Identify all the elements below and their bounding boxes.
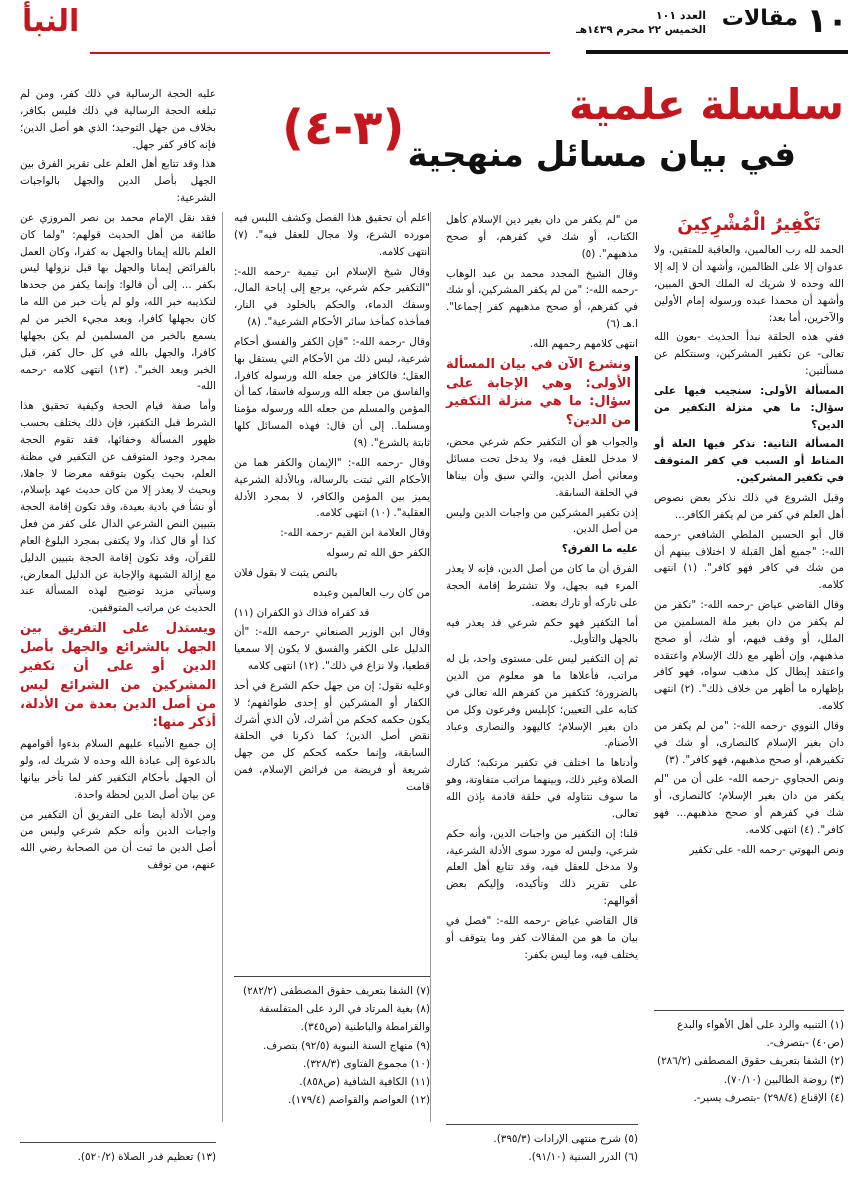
column-2 <box>446 212 638 966</box>
question-1: المسألة الأولى: سنجيب فيها على سؤال: ما هي منزلة التكفير من الدين؟ <box>654 384 844 431</box>
footnote: (١١) الكافية الشافية (ص٨٥٨). <box>299 1076 430 1089</box>
poem-verse: قد كفراه فذاك ذو الكفران (١١) <box>234 606 370 619</box>
paragraph: ومن الأدلة أيضا على التفريق أن التكفير من واجبات الدين وأنه حكم شرعي وليس من أصل الدين ما ثبت أن من الصحابة رضي الله عنهم، من توقف <box>20 808 216 872</box>
header-red-rule <box>90 52 550 54</box>
paragraph: الفرق أن ما كان من أصل الدين، فإنه لا يعذر المرء فيه بجهل، ولا تشترط إقامة الحجة على تاركه أو تارك بعضه. <box>446 563 638 609</box>
footnote: (٣) روضة الطالبين (٧٠/١٠). <box>723 1073 844 1086</box>
part-number: (٣-٤) <box>282 100 405 156</box>
paragraph: فقد نقل الإمام محمد بن نصر المروزي عن طائفة من أهل الحديث قولهم: "ولما كان العلم بالله إيمانا والجهل به كفرا، وكان العمل بالفرائض إيمانا والجهل بها قبل نزولها ليس بكفر ... إلى أن قالوا: وإنما يكفر من جحدها لتكذيبه خبر الله، ولو لم يأت خبر من الله ما كان بجهلها كافرا، وبعد مجيء الخبر من لم يسمع بالخبر من المسلمين لم يكن بجهلها كافرا، والجهل بالله في كل حال كفر، قبل الخبر وبعد الخبر". (١٣) انتهى كلامه -رحمه الله- <box>20 211 216 393</box>
issue-date: الخميس ٢٢ محرم ١٤٣٩هـ <box>576 24 706 36</box>
section-heading-red: ويستدل على التفريق بين الجهل بالشرائع والجهل بأصل الدين أو على أن تكفير المشركين من الشرائع ليس من أصل الدين بعدة من الأدلة، أذكر منها: <box>20 621 216 731</box>
question: عليه ما الفرق؟ <box>561 543 638 556</box>
paragraph: وقبل الشروع في ذلك نذكر بعض نصوص أهل العلم في كفر من لم يكفر الكافر... <box>654 491 844 521</box>
article-subtitle: في بيان مسائل منهجية <box>407 135 796 175</box>
footnote: (٥) شرح منتهى الإرادات (٣٩٥/٣). <box>493 1133 638 1145</box>
poem-verse: من كان رب العالمين وعبده <box>313 586 430 599</box>
poem-verse: الكفر حق الله ثم رسوله <box>326 547 430 560</box>
footnote-rule <box>234 976 430 977</box>
column-1 <box>654 210 844 862</box>
footnote-rule <box>446 1124 638 1125</box>
footnote: (٢) الشفا بتعريف حقوق المصطفى (٢٨٦/٢) <box>657 1055 844 1068</box>
paragraph: وقال النووي -رحمه الله-: "من لم يكفر من دان بغير الإسلام كالنصارى، أو شك في تكفيرهم، أو صحح مذهبهم، فهو كافر". (٣) <box>654 719 844 766</box>
column-divider <box>222 212 223 1122</box>
section-heading: تَكْفِيرُ الْمُشْرِكِينَ <box>677 214 821 235</box>
paragraph: قال القاضي عياض -رحمه الله-: "فصل في بيان ما هو من المقالات كفر وما يتوقف أو يختلف فيه، وما ليس بكفر: <box>446 914 638 961</box>
footnote: (٦) الدرر السنية (٩١/١٠). <box>528 1151 638 1164</box>
column-divider <box>430 212 431 1122</box>
paragraph: وقال ابن الوزير الصنعاني -رحمه الله-: "أن الدليل على الكفر والفسق لا يكون إلا سمعيا قطعيا، ولا نزاع في ذلك". (١٢) انتهى كلامه <box>234 626 430 673</box>
paragraph: إن جميع الأنبياء عليهم السلام بدءوا أقوامهم بالدعوة إلى عبادة الله وحده لا شريك له، ولو أن الجهل بأحكام التكفير كفر لما تأخر بيانها عن بيان أصل الدين لحظة واحدة. <box>20 738 216 801</box>
paragraph: أما التكفير فهو حكم شرعي قد يعذر فيه بالجهل والتأويل. <box>446 616 638 646</box>
paragraph: وقال -رحمه الله-: "الإيمان والكفر هما من الأحكام التي ثبتت بالرسالة، وبالأدلة الشرعية يميز بين المؤمن والكافر، لا بمجرد الأدلة العقلية". (١٠) انتهى كلامه. <box>234 456 430 520</box>
question-2: المسألة الثانية: نذكر فيها العلة أو المناط أو السبب في كفر المتوقف في تكفير المشركين. <box>654 438 844 485</box>
section-heading-red: ونشرع الآن في بيان المسألة الأولى: وهي الإجابة على سؤال: ما هي منزلة التكفير من الدين؟ <box>446 356 638 431</box>
article-title: سلسلة علمية <box>568 80 844 129</box>
column-4 <box>20 86 216 877</box>
footnote: (١٠) مجموع الفتاوى (٣٢٨/٣). <box>302 1057 430 1070</box>
column-3 <box>234 210 430 799</box>
paragraph: وأما صفة قيام الحجة وكيفية تحقيق هذا الشرط قبل التكفير، فإن ذلك يختلف بحسب ظهور المسألة وخفائها، فقد تقوم الحجة بمجرد وجود المتوقف عن التكفير في مظنة العلم، بحيث يكون بتوقفه معرضا لا جاهلا، وبحيث لا يعذر إلا من كان حديث عهد بإسلام، أو نشأ في بادية بعيدة، وقد تكون إقامة الحجة بتبيين النص الشرعي الدال على كفر من فعل كذا أو قال كذا، ولا يكتفى بمجرد البلوغ العام للقرآن، وقد تكون إقامة الحجة بتبيين الدليل مع إزالة الشبهة والإجابة عن الدليل المعارض، وسيأتي مزيد توضيح لهذه المسألة عند الحديث عن مراتب المتوقفين. <box>20 400 216 615</box>
paragraph: قلنا: إن التكفير من واجبات الدين، وأنه حكم شرعي، وليس له مورد سوى الأدلة الشرعية، ولا مدخل للعقل فيه، وقد تتابع أهل العلم على تقرير ذلك وتأكيده، وإليكم بعض أقوالهم: <box>446 827 638 908</box>
page-header <box>0 0 866 64</box>
paragraph: وأدناها ما اختلف في تكفير مرتكبه؛ كتارك الصلاة وغير ذلك، وبينهما مراتب متفاوتة، وهو ما سوف نتناوله في حلقة قادمة بإذن الله تعالى. <box>446 757 638 820</box>
footnote-rule <box>654 1010 844 1011</box>
footnotes-column-1 <box>654 1016 844 1107</box>
paragraph: انتهى كلامهم رحمهم الله. <box>529 337 638 350</box>
footnote: (٧) الشفا بتعريف حقوق المصطفى (٢٨٢/٢) <box>243 985 430 997</box>
footnotes-column-3 <box>234 982 430 1109</box>
paragraph: اعلم أن تحقيق هذا الفصل وكشف اللبس فيه مورده الشرع، ولا مجال للعقل فيه". (٧) انتهى كلامه. <box>234 212 430 258</box>
issue-number: العدد ١٠١ <box>655 9 706 22</box>
section-title: مقالات <box>721 6 798 31</box>
paragraph: ونص البهوتي -رحمه الله- على تكفير <box>689 843 844 856</box>
paragraph: والجواب هو أن التكفير حكم شرعي محض، لا مدخل للعقل فيه، ولا يدخل تحت مسائل ومعاني أصل الدين، والتي سبق وأن بيناها في الحلقة السابقة. <box>446 436 638 499</box>
paragraph: ففي هذه الحلقة نبدأ الحديث -بعون الله تعالى- عن تكفير المشركين، وسنتكلم عن مسألتين: <box>654 331 844 378</box>
footnote: (٤) الإقناع (٢٩٨/٤) -بتصرف يسير-. <box>693 1091 844 1104</box>
paragraph: إذن تكفير المشركين من واجبات الدين وليس من أصل الدين. <box>446 506 638 536</box>
paragraph: وقال شيخ الإسلام ابن تيمية -رحمه الله-: "التكفير حكم شرعي، يرجع إلى إباحة المال، وسفك الدماء، والحكم بالخلود في النار، فمأخذه كمأخذ سائر الأحكام الشرعية". (٨) <box>234 265 430 329</box>
footnotes-column-4 <box>20 1148 216 1166</box>
paragraph: قال أبو الحسين الملطي الشافعي -رحمه الله-: "جميع أهل القبلة لا اختلاف بينهم أن من شك في كافر فهو كافر". (١) انتهى كلامه. <box>654 528 844 592</box>
paragraph: الحمد لله رب العالمين، والعاقبة للمتقين، ولا عدوان إلا على الظالمين، وأشهد أن لا إله إلا الله وحده لا شريك له الملك الحق المبين، وأشهد أن محمدا عبده ورسوله إمام الأولين والآخرين، أما بعد: <box>654 244 844 324</box>
footnotes-column-2 <box>446 1130 638 1166</box>
footnote: (٨) بغية المرتاد في الرد على المتفلسفة والقرامطة والباطنية (ص٣٤٥). <box>259 1003 430 1034</box>
paragraph: وقال العلامة ابن القيم -رحمه الله-: <box>280 527 430 540</box>
paragraph: ونص الحجاوي -رحمه الله- على أن من "لم يكفر من دان بغير الإسلام؛ كالنصارى، أو شك في كفرهم أو صحح مذهبهم... فهو كافر". (٤) انتهى كلامه. <box>654 773 844 836</box>
paragraph: هذا وقد تتابع أهل العلم على تقرير الفرق بين الجهل بأصل الدين والجهل بالواجبات الشرعية: <box>20 158 216 205</box>
footnote: (٩) منهاج السنة النبوية (٩٢/٥) بتصرف. <box>263 1039 430 1052</box>
footnote: (١٢) العواصم والقواصم (١٧٩/٤). <box>288 1094 430 1107</box>
newspaper-logo: النبأ <box>22 4 80 39</box>
page-number: ١٠ <box>806 1 848 41</box>
paragraph: عليه الحجة الرسالية في ذلك كفر، ومن لم تبلغه الحجة الرسالية في ذلك فليس بكافر، بخلاف من جهل التوحيد؛ الذي هو أصل الدين؛ فإنه كافر كفر جهل. <box>20 88 216 151</box>
poem-verse: بالنص يثبت لا بقول فلان <box>234 566 338 579</box>
paragraph: ثم إن التكفير ليس على مستوى واحد، بل له مراتب، فأعلاها ما هو معلوم من الدين بالضرورة؛ كتكفير من كفرهم الله تعالى في كتابه على التعيين؛ كإبليس وفرعون وكل من دان بغير الإسلام؛ كاليهود والنصارى وعباد الأصنام. <box>446 653 638 750</box>
paragraph: وعليه نقول: إن من جهل حكم الشرع في أحد الكفار أو المشركين أو إحدى طوائفهم؛ لا يكون حكمه كحكم من أشرك، لأن الذي أشرك نقض أصل الدين؛ كما ذكرنا في الحلقة السابقة، وإنما حكمه كحكم كل من جهل شريعة أو فريضة من فرائض الإسلام، فمن قامت <box>234 679 430 793</box>
header-rule <box>586 50 848 54</box>
footnote-rule <box>20 1142 216 1143</box>
paragraph: وقال الشيخ المجدد محمد بن عبد الوهاب -رحمه الله-: "من لم يكفر المشركين، أو شك في كفرهم، أو صحح مذهبهم كفر إجماعا". ا.هـ (٦) <box>446 267 638 331</box>
footnote: (١) التنبيه والرد على أهل الأهواء والبدع (ص٤٠) -بتصرف-. <box>677 1019 844 1050</box>
paragraph: وقال -رحمه الله-: "فإن الكفر والفسق أحكام شرعية، ليس ذلك من الأحكام التي يستقل بها العقل؛ فالكافر من جعله الله ورسوله كافرا، والفاسق من جعله الله ورسوله فاسقا، كما أن المؤمن والمسلم من جعله الله ورسوله مؤمنا ومسلما.. إلى أن قال: فهذه المسائل كلها ثابتة بالشرع". (٩) <box>234 335 430 449</box>
footnote: (١٣) تعظيم قدر الصلاة (٥٢٠/٢). <box>77 1151 216 1163</box>
paragraph: وقال القاضي عياض -رحمه الله-: "نكفر من لم يكفر من دان بغير ملة المسلمين من الملل، أو وقف فيهم، أو شك، أو صحح مذهبهم، وإن أظهر مع ذلك الإسلام واعتقده واعتقد إبطال كل مذهب سواه، فهو كافر بإظهاره ما أظهر من خلاف ذلك". (٢) انتهى كلامه. <box>654 599 844 713</box>
paragraph: من "لم يكفر من دان بغير دين الإسلام كأهل الكتاب، أو شك في كفرهم، أو صحح مذهبهم". (٥) <box>446 214 638 260</box>
